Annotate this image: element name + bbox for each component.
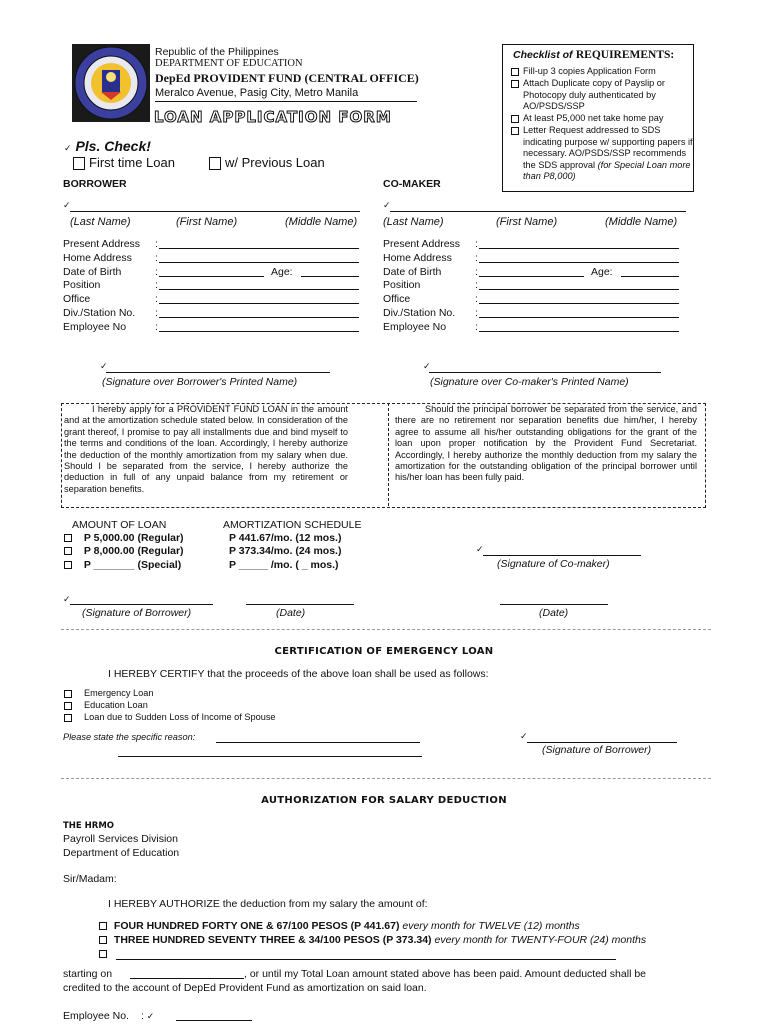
loan-option-regular-8000[interactable]: P 8,000.00 (Regular): [64, 545, 184, 557]
header-republic: Republic of the Philippines: [155, 46, 279, 58]
borrower-date-of-birth-field[interactable]: Date of Birth : Age:: [63, 265, 363, 279]
comaker-date-of-birth-field[interactable]: Date of Birth : Age:: [383, 265, 683, 279]
checkmark-icon: ✓: [423, 362, 431, 372]
checkmark-icon: ✓: [476, 545, 484, 555]
section-divider: [61, 778, 711, 779]
comaker-middle-name-label: (Middle Name): [605, 216, 678, 228]
checkbox-icon[interactable]: [99, 950, 107, 958]
deped-seal: [72, 44, 150, 122]
checklist-item: Fill-up 3 copies Application Form: [511, 66, 689, 78]
previous-loan-option[interactable]: w/ Previous Loan: [209, 155, 325, 170]
deped-address: Department of Education: [63, 847, 180, 859]
specific-reason-line-2[interactable]: [118, 756, 422, 757]
education-loan-option[interactable]: Education Loan: [64, 700, 148, 710]
comaker-agreement-text: Should the principal borrower be separated from the service, and there are no retirement nor separation benefits due him/her, I hereby agree to assume all his/her outstanding obligations for the grant of the loan upon proper notification by the Provident Fund Secretariat. Accordingly, I hereby authorize the monthly deduction from my salary the amortization for the outstanding obligation of the principal borrower until his/her loan has been fully paid.: [395, 404, 697, 483]
checkbox-icon[interactable]: [99, 936, 107, 944]
first-time-loan-option[interactable]: First time Loan: [73, 155, 175, 170]
borrower-last-name-label: (Last Name): [70, 216, 131, 228]
checkbox-icon[interactable]: [64, 534, 72, 542]
comaker-last-name-label: (Last Name): [383, 216, 444, 228]
emergency-certify-text: I HEREBY CERTIFY that the proceeds of the above loan shall be used as follows:: [108, 668, 489, 680]
checkbox-icon[interactable]: [64, 547, 72, 555]
borrower-middle-name-label: (Middle Name): [285, 216, 358, 228]
comaker-first-name-label: (First Name): [496, 216, 558, 228]
check-instruction: ✓ Pls. Check!: [64, 138, 151, 154]
checklist-item: Letter Request addressed to SDS indicating purpose w/ supporting papers if necessary. AO/PSDS/SSP recommends the SDS approval (for Special Loan more than P8,000): [511, 125, 693, 183]
comaker-printed-signature-line[interactable]: [429, 372, 661, 373]
comaker-station-field[interactable]: Div./Station No. :: [383, 306, 683, 320]
amortization-24-months: P 373.34/mo. (24 mos.): [229, 545, 342, 557]
header-provident-fund: DepEd PROVIDENT FUND (CENTRAL OFFICE): [155, 71, 419, 85]
authorization-employee-no-line[interactable]: [176, 1020, 252, 1021]
checklist-item: Attach Duplicate copy of Payslip or Photocopy duly authenticated by AO/PSDS/SSP: [511, 78, 693, 113]
comaker-position-field[interactable]: Position :: [383, 278, 683, 292]
borrower-age-label: Age:: [271, 266, 293, 278]
specific-reason-label: Please state the specific reason:: [63, 732, 196, 742]
amortization-schedule-heading: AMORTIZATION SCHEDULE: [223, 519, 362, 531]
checklist-item: At least P5,000 net take home pay: [511, 113, 689, 125]
checkmark-icon: ✓: [64, 143, 72, 153]
comaker-heading: CO-MAKER: [383, 178, 441, 190]
comaker-office-field[interactable]: Office :: [383, 292, 683, 306]
checkbox-icon[interactable]: [99, 922, 107, 930]
deduction-other-line[interactable]: [116, 959, 616, 960]
emergency-borrower-signature-label: (Signature of Borrower): [542, 744, 652, 756]
borrower-printed-signature-label: (Signature over Borrower's Printed Name): [102, 376, 298, 388]
agreement-divider: [388, 403, 389, 506]
checkbox-icon[interactable]: [73, 157, 85, 170]
amortization-special: P _____ /mo. ( _ mos.): [229, 559, 339, 571]
checkbox-icon[interactable]: [64, 714, 72, 722]
checkbox-icon: [511, 127, 519, 135]
deduction-option-12-months[interactable]: FOUR HUNDRED FORTY ONE & 67/100 PESOS (P 441.67) every month for TWELVE (12) months: [99, 920, 580, 932]
borrower-agreement-text: I hereby apply for a PROVIDENT FUND LOAN in the amount and at the amortization schedule stated below. In consideration of the grant thereof, I promise to pay all installments due and bind myself to the terms and conditions of the loan. Accordingly, I hereby authorize the deduction of the monthly amortization from my salary when due. Should I be separated from the service, I hereby authorize the deduction in full of any unpaid balance from my retirement or separation benefits.: [64, 404, 348, 494]
hrmo-address: THE HRMO: [63, 821, 115, 831]
specific-reason-line-1[interactable]: [216, 742, 420, 743]
authorize-text: I HEREBY AUTHORIZE the deduction from my salary the amount of:: [108, 898, 428, 910]
checkmark-icon: ✓: [63, 595, 71, 605]
emergency-loan-option[interactable]: Emergency Loan: [64, 688, 153, 698]
checklist-title: [513, 49, 674, 61]
comaker-date-line[interactable]: [500, 604, 608, 605]
borrower-printed-signature-line[interactable]: [106, 372, 330, 373]
comaker-employee-no-field[interactable]: Employee No :: [383, 320, 683, 334]
borrower-date-label: (Date): [276, 607, 306, 619]
borrower-name-line[interactable]: [70, 211, 360, 212]
emergency-loan-title: CERTIFICATION OF EMERGENCY LOAN: [274, 646, 494, 657]
checkmark-icon: ✓: [146, 1011, 155, 1021]
borrower-station-field[interactable]: Div./Station No. :: [63, 306, 363, 320]
borrower-signature-line[interactable]: [70, 604, 213, 605]
salutation: Sir/Madam:: [63, 873, 117, 885]
comaker-home-address-field[interactable]: Home Address :: [383, 251, 683, 265]
comaker-present-address-field[interactable]: Present Address :: [383, 237, 683, 251]
checklist-title-bold: REQUIREMENTS:: [575, 49, 675, 61]
borrower-date-line[interactable]: [246, 604, 354, 605]
comaker-age-label: Age:: [591, 266, 613, 278]
borrower-heading: BORROWER: [63, 178, 127, 190]
deduction-option-other[interactable]: [99, 948, 111, 960]
requirements-checklist: [502, 44, 694, 192]
starting-on-text: , or until my Total Loan amount stated above has been paid. Amount deducted shall be: [244, 968, 646, 980]
borrower-office-field[interactable]: Office :: [63, 292, 363, 306]
checkmark-icon: ✓: [63, 201, 71, 211]
comaker-signature-line[interactable]: [483, 555, 641, 556]
checkmark-icon: ✓: [100, 362, 108, 372]
checkbox-icon: [511, 68, 519, 76]
checklist-note: (for Special Loan more than P8,000): [523, 159, 691, 181]
checkmark-icon: ✓: [520, 732, 528, 742]
credited-text: credited to the account of DepEd Provident Fund as amortization on said loan.: [63, 982, 427, 994]
emergency-borrower-signature-line[interactable]: [527, 742, 677, 743]
header-department: DEPARTMENT OF EDUCATION: [155, 58, 303, 69]
checkbox-icon: [511, 115, 519, 123]
borrower-employee-no-field[interactable]: Employee No :: [63, 320, 363, 334]
checkbox-icon[interactable]: [64, 561, 72, 569]
borrower-signature-label: (Signature of Borrower): [82, 607, 192, 619]
loan-option-regular-5000[interactable]: P 5,000.00 (Regular): [64, 532, 184, 544]
header-rule: [155, 101, 417, 102]
checkbox-icon[interactable]: [209, 157, 221, 170]
section-divider: [61, 629, 711, 630]
borrower-home-address-field[interactable]: Home Address :: [63, 251, 363, 265]
income-loss-loan-option[interactable]: Loan due to Sudden Loss of Income of Spouse: [64, 712, 276, 722]
checkmark-icon: ✓: [383, 201, 391, 211]
salary-deduction-title: AUTHORIZATION FOR SALARY DEDUCTION: [261, 795, 507, 806]
starting-on-label: starting on: [63, 968, 113, 980]
amount-of-loan-heading: AMOUNT OF LOAN: [72, 519, 167, 531]
loan-option-special[interactable]: P _______ (Special): [64, 559, 181, 571]
checkbox-icon[interactable]: [64, 690, 72, 698]
header-address: Meralco Avenue, Pasig City, Metro Manila: [155, 87, 359, 99]
comaker-printed-signature-label: (Signature over Co-maker's Printed Name): [430, 376, 629, 388]
form-title: LOAN APPLICATION FORM: [154, 108, 392, 126]
comaker-date-label: (Date): [539, 607, 569, 619]
amortization-12-months: P 441.67/mo. (12 mos.): [229, 532, 342, 544]
deduction-option-24-months[interactable]: THREE HUNDRED SEVENTY THREE & 34/100 PESOS (P 373.34) every month for TWENTY-FOUR (24) months: [99, 934, 646, 946]
borrower-present-address-field[interactable]: Present Address :: [63, 237, 363, 251]
authorization-employee-no-label: Employee No. : ✓: [63, 1010, 155, 1022]
borrower-position-field[interactable]: Position :: [63, 278, 363, 292]
comaker-signature-label: (Signature of Co-maker): [497, 558, 610, 570]
payroll-division-address: Payroll Services Division: [63, 833, 178, 845]
comaker-name-line[interactable]: [390, 211, 686, 212]
checklist-title-italic: Checklist of: [513, 49, 573, 61]
checkbox-icon[interactable]: [64, 702, 72, 710]
checkbox-icon: [511, 80, 519, 88]
borrower-first-name-label: (First Name): [176, 216, 238, 228]
starting-on-line[interactable]: [130, 978, 244, 979]
